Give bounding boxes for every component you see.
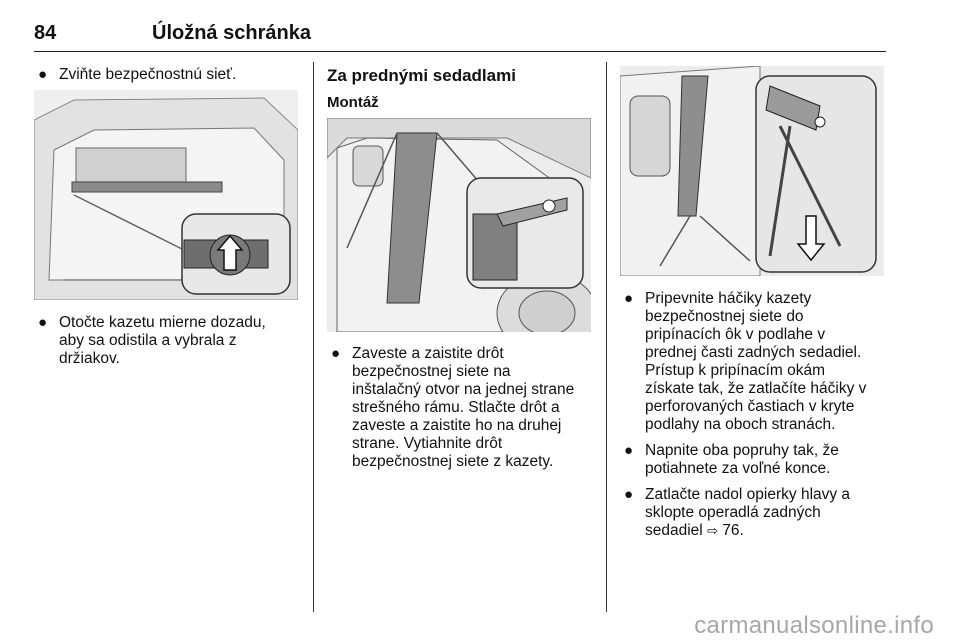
text-line: bezpečnostnej siete na	[352, 363, 511, 380]
trunk-illustration	[34, 90, 298, 300]
left-column	[34, 66, 302, 92]
text-line: Napnite oba popruhy tak, že	[645, 442, 839, 459]
roof-frame-illustration	[327, 118, 591, 332]
bullet-text	[645, 486, 888, 522]
column-divider-left	[313, 62, 314, 612]
right-column	[620, 290, 888, 549]
text-line: podlahy na oboch stranách.	[645, 416, 836, 433]
text-line: potiahnete za voľné konce.	[645, 460, 831, 477]
page-number: 84	[34, 22, 57, 44]
bullet-icon: ●	[624, 442, 634, 459]
text-line: Pripevnite háčiky kazety	[645, 290, 812, 307]
text-line: bezpečnostnej siete z kazety.	[352, 453, 554, 470]
text-line: strešného rámu. Stlačte drôt a	[352, 399, 560, 416]
middle-column-lower	[327, 345, 599, 479]
bullet-text	[645, 290, 888, 434]
section-heading: Za prednými sedadlami	[327, 66, 516, 85]
bullet-text: Zviňte bezpečnostnú sieť.	[59, 66, 237, 83]
text-line: strane. Vytiahnite drôt	[352, 435, 503, 452]
bullet-icon: ●	[624, 290, 634, 307]
text-line: prednej časti zadných sedadiel.	[645, 344, 862, 361]
text-line: bezpečnostnej siete do	[645, 308, 804, 325]
figure-floor-hooks	[620, 66, 884, 276]
bullet-text	[59, 314, 302, 368]
text-line: perforovaných častiach v kryte	[645, 398, 855, 415]
bullet-text: sedadiel	[645, 522, 703, 539]
bullet-icon: ●	[331, 345, 341, 362]
bullet-icon: ●	[624, 486, 634, 503]
list-item	[620, 442, 888, 478]
text-line: držiakov.	[59, 350, 120, 367]
bullet-icon: ●	[38, 314, 48, 331]
page-reference-icon: ⇨	[707, 524, 718, 539]
text-line: aby sa odistila a vybrala z	[59, 332, 237, 349]
text-line: zaveste a zaistite ho na druhej	[352, 417, 562, 434]
text-line: Prístup k pripínacím okám	[645, 362, 826, 379]
floor-hooks-illustration	[620, 66, 884, 276]
text-line: Zatlačte nadol opierky hlavy a	[645, 486, 851, 503]
column-divider-right	[606, 62, 607, 612]
figure-trunk-cassette	[34, 90, 298, 300]
text-line: Otočte kazetu mierne dozadu,	[59, 314, 266, 331]
list-item	[620, 486, 888, 541]
bullet-icon: ●	[38, 66, 48, 83]
left-column-lower	[34, 314, 302, 376]
list-item	[327, 345, 599, 471]
page-reference-link[interactable]: 76.	[722, 522, 744, 539]
bullet-text	[352, 345, 599, 471]
text-line: získate tak, že zatlačíte háčiky v	[645, 380, 867, 397]
bullet-text-last-line	[645, 522, 888, 541]
figure-roof-frame	[327, 118, 591, 332]
list-item	[620, 290, 888, 434]
header-rule	[34, 51, 886, 52]
watermark: carmanualsonline.info	[694, 612, 934, 639]
chapter-title: Úložná schránka	[152, 22, 311, 44]
section-subheading: Montáž	[327, 94, 379, 111]
text-line: pripínacích ôk v podlahe v	[645, 326, 826, 343]
list-item	[34, 314, 302, 368]
middle-column	[327, 66, 599, 111]
page-header	[34, 22, 886, 50]
list-item	[34, 66, 302, 84]
bullet-text	[645, 442, 888, 478]
text-line: inštalačný otvor na jednej strane	[352, 381, 575, 398]
text-line: sklopte operadlá zadných	[645, 504, 821, 521]
text-line: Zaveste a zaistite drôt	[352, 345, 504, 362]
